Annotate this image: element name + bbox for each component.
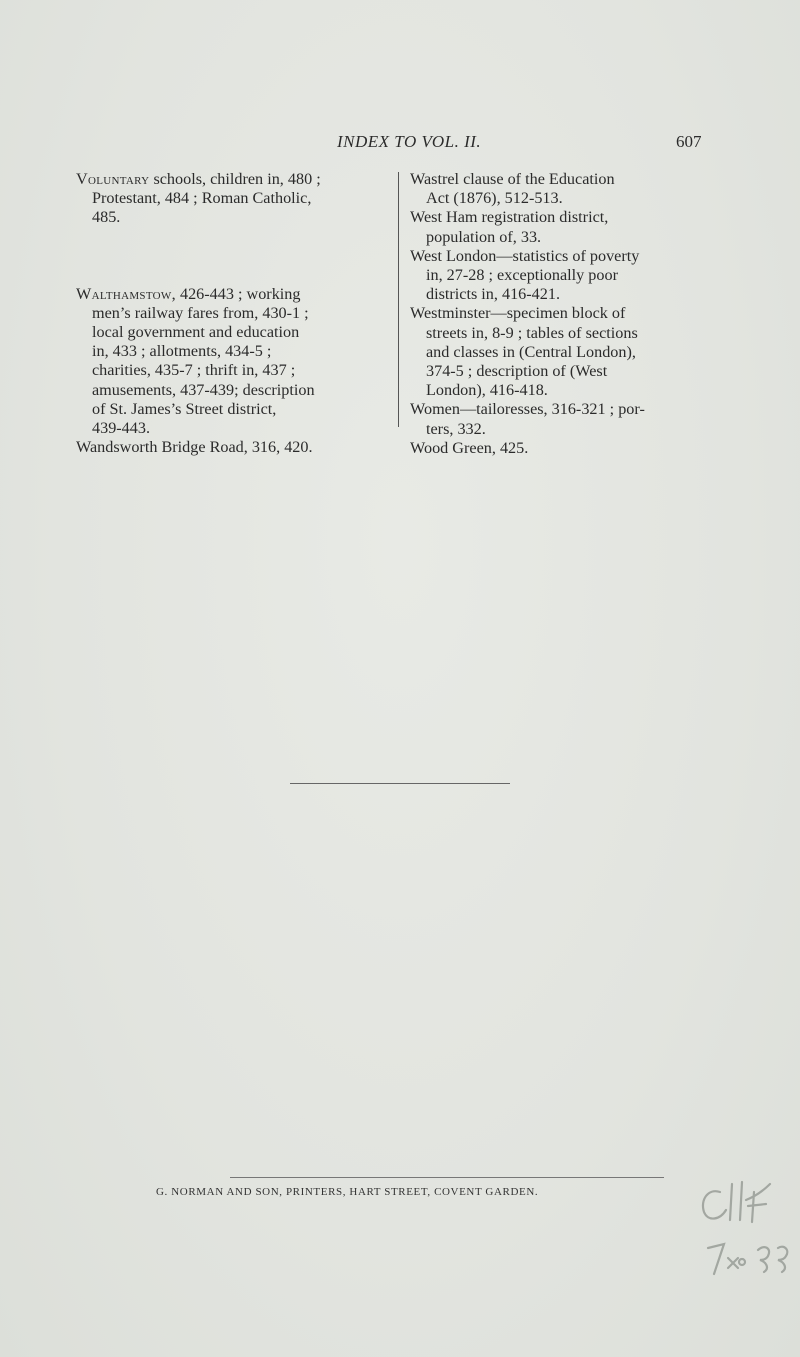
entry-line: Wastrel clause of the Education	[410, 170, 615, 188]
entry-spacer	[76, 228, 386, 285]
running-head	[0, 132, 800, 156]
index-entry-women	[410, 400, 710, 438]
entry-line: West Ham registration district,	[410, 208, 609, 227]
imprint-rule	[230, 1177, 664, 1178]
index-entry-walthamstow	[76, 285, 386, 439]
entry-line: men’s railway fares from, 430-1 ;	[92, 303, 309, 322]
entry-line: in, 27-28 ; exceptionally poor	[426, 266, 618, 285]
entry-line: amusements, 437-439; description	[92, 380, 315, 399]
entry-line: Women—tailoresses, 316-321 ; por-	[410, 400, 645, 419]
entry-line: ters, 332.	[426, 419, 486, 438]
handwritten-shelf-mark	[680, 1170, 800, 1280]
end-of-index-rule	[290, 783, 510, 784]
entry-line: districts in, 416-421.	[426, 285, 560, 304]
column-divider	[398, 172, 399, 427]
index-entry-west-ham	[410, 208, 710, 246]
printer-imprint: G. NORMAN AND SON, PRINTERS, HART STREET, COVENT GARDEN.	[156, 1186, 539, 1198]
index-entry-wandsworth	[76, 438, 386, 457]
entry-line	[76, 170, 386, 189]
index-column-left	[76, 170, 386, 457]
entry-line: streets in, 8-9 ; tables of sections	[426, 323, 638, 342]
entry-line: Protestant, 484 ; Roman Catholic,	[92, 189, 312, 208]
index-entry-westminster	[410, 304, 710, 400]
entry-line: West London—statistics of poverty	[410, 246, 640, 265]
entry-line: local government and education	[92, 323, 300, 342]
index-entry-west-london	[410, 247, 710, 305]
entry-line: Westminster—specimen block of	[410, 304, 626, 323]
index-entry-voluntary	[76, 170, 386, 228]
entry-text: 426-443 ; working	[175, 284, 301, 303]
index-entry-wastrel	[410, 170, 710, 208]
entry-text: schools, children in, 480 ;	[149, 170, 321, 188]
index-entry-wood-green	[410, 439, 710, 458]
index-column-right	[410, 170, 710, 458]
page-number: 607	[676, 132, 702, 151]
entry-line: in, 433 ; allotments, 434-5 ;	[92, 342, 272, 361]
entry-line: charities, 435-7 ; thrift in, 437 ;	[92, 361, 296, 380]
entry-line: population of, 33.	[426, 227, 542, 246]
running-title: INDEX TO VOL. II.	[337, 132, 482, 151]
entry-line: Wandsworth Bridge Road, 316, 420.	[76, 438, 313, 457]
entry-line: London), 416-418.	[426, 381, 548, 400]
entry-headword: Walthamstow,	[76, 284, 176, 303]
entry-line: Wood Green, 425.	[410, 438, 529, 457]
entry-line: and classes in (Central London),	[426, 342, 636, 361]
entry-line	[76, 285, 386, 304]
entry-headword: Voluntary	[76, 170, 150, 188]
entry-line: 485.	[92, 208, 121, 227]
entry-line: 439-443.	[92, 419, 150, 438]
entry-line: of St. James’s Street district,	[92, 399, 277, 418]
entry-line: 374-5 ; description of (West	[426, 362, 608, 381]
entry-line: Act (1876), 512-513.	[426, 189, 563, 208]
